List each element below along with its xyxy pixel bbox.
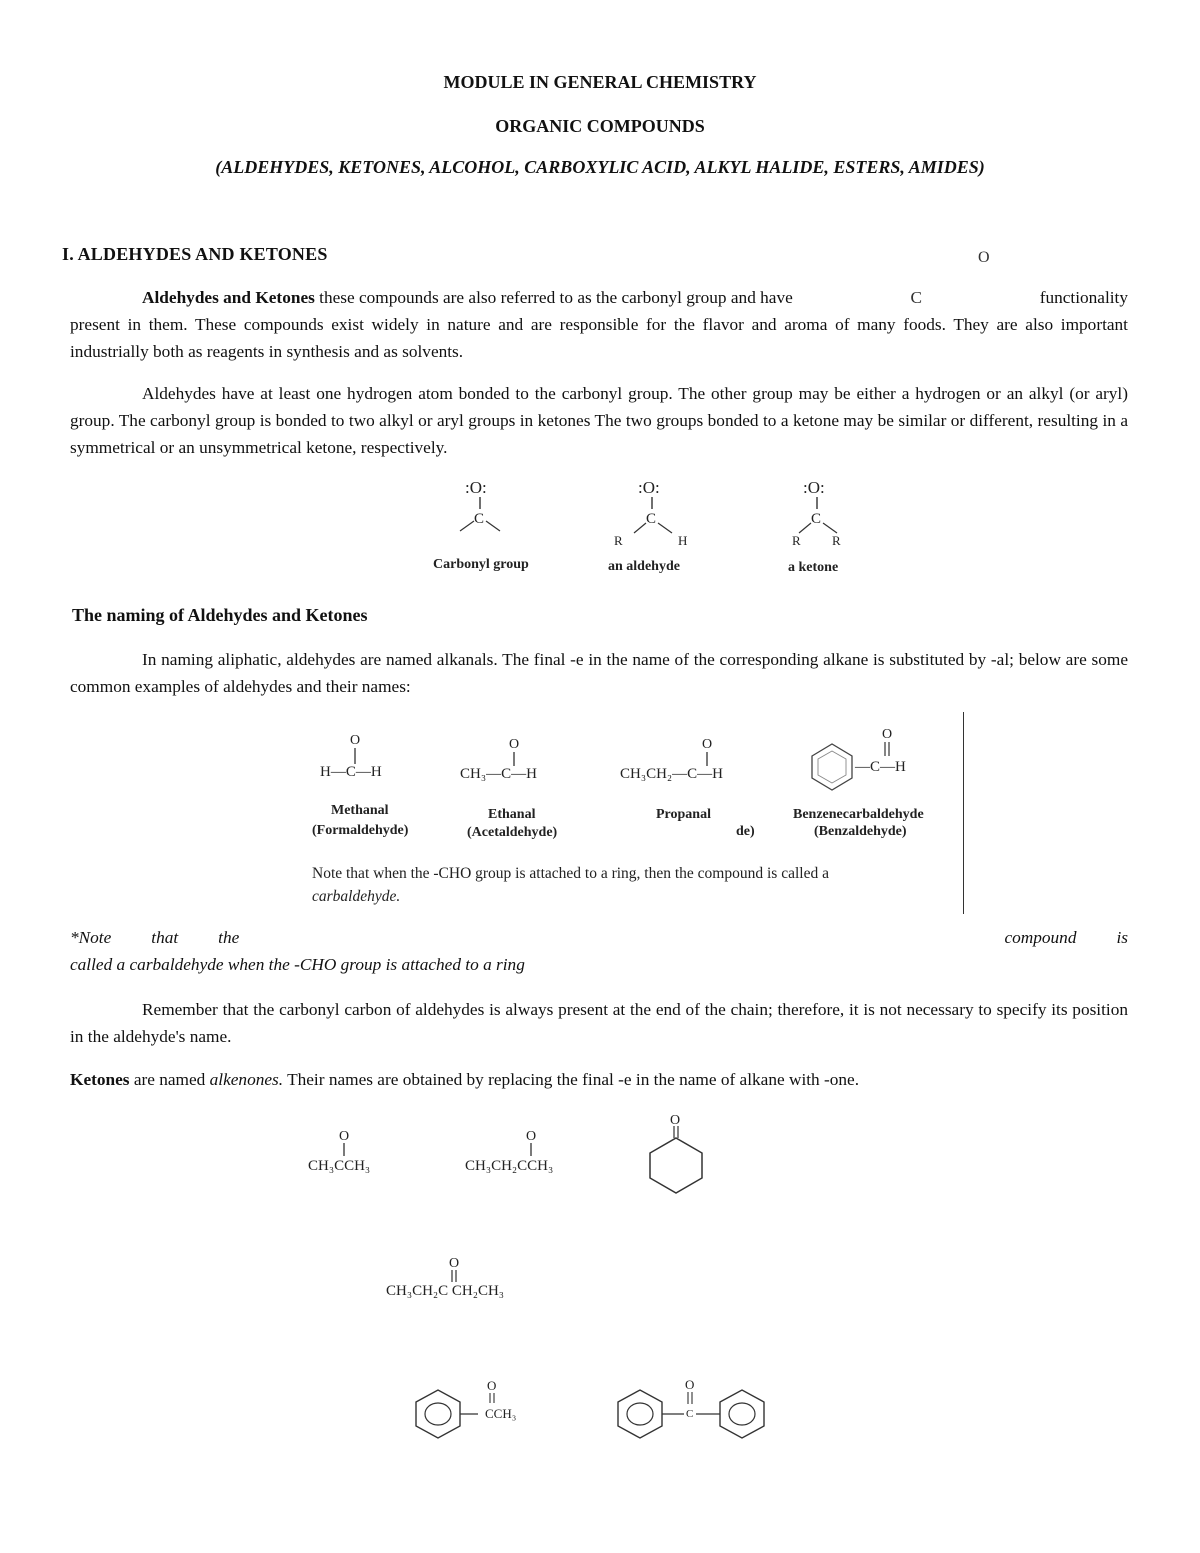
carbaldehyde-box-note: Note that when the -CHO group is attached to a ring, then the compound is called a carbaldehyde. <box>312 865 829 905</box>
carbonyl-structures-figure <box>0 475 1200 585</box>
svg-text:O: O <box>670 1113 681 1128</box>
benzophenone-structure <box>618 1377 764 1438</box>
svg-text:O: O <box>702 737 713 752</box>
propanone-structure <box>308 1129 370 1174</box>
svg-text:CH₃CH₂—C—H: CH₃CH₂—C—H <box>620 766 723 782</box>
svg-text:C: C <box>474 511 485 527</box>
intro-bold: Aldehydes and Ketones <box>142 288 315 307</box>
svg-text:CH₃—C—H: CH₃—C—H <box>460 766 537 782</box>
module-topics: (ALDEHYDES, KETONES, ALCOHOL, CARBOXYLIC ACID, ALKYL HALIDE, ESTERS, AMIDES) <box>215 157 985 177</box>
svg-text::O:: :O: <box>638 478 660 497</box>
paragraph-naming-aldehydes: In naming aliphatic, aldehydes are named alkanals. The final -e in the name of the corresponding alkane is substituted by -al; below are some common examples of aldehydes and their names: <box>70 650 1128 696</box>
paragraph-aldehydes-definition: Aldehydes have at least one hydrogen atom bonded to the carbonyl group. The other group may be either a hydrogen or an alkyl (or aryl) group. The carbonyl group is bonded to two alkyl or aryl groups in ketones The two groups bonded to a ketone may be similar or different, resulting in a symmetrical or an unsymmetrical ketone, respectively. <box>70 384 1128 457</box>
note-line-2: called a carbaldehyde when the -CHO group is attached to a ring <box>70 955 525 974</box>
carbonyl-group-structure <box>433 478 529 572</box>
module-title: MODULE IN GENERAL CHEMISTRY <box>443 72 757 92</box>
ketone-structure <box>788 478 841 575</box>
intro-rest: present in them. These compounds exist widely in nature and are responsible for the flavor and aroma of many foods. They are also important industrially both as reagents in synthesis and as solvents. <box>70 315 1128 361</box>
svg-text:O: O <box>339 1129 350 1144</box>
label-carbonyl-group: Carbonyl group <box>433 557 529 572</box>
svg-text:R: R <box>792 533 801 548</box>
pentanone-structure <box>386 1256 504 1299</box>
name-acetaldehyde: (Acetaldehyde) <box>467 825 558 840</box>
svg-text:R: R <box>614 533 623 548</box>
carbonyl-symbol-oxygen: O <box>978 249 990 266</box>
svg-text:CH₃CCH₃: CH₃CCH₃ <box>308 1158 371 1174</box>
svg-text:O: O <box>350 733 361 748</box>
svg-text:CCH₃: CCH₃ <box>485 1406 517 1421</box>
label-aldehyde: an aldehyde <box>608 559 680 574</box>
ethanal-structure <box>460 737 537 782</box>
carbonyl-symbol-carbon: C <box>910 288 922 307</box>
svg-text:O: O <box>526 1129 537 1144</box>
svg-text:O: O <box>487 1378 497 1393</box>
svg-text:—C—H: —C—H <box>855 759 906 775</box>
svg-text:C: C <box>646 511 657 527</box>
note-line-1: *Note that the compound is <box>70 928 1128 947</box>
benzaldehyde-structure <box>812 727 906 790</box>
paragraph-remember: Remember that the carbonyl carbon of aldehydes is always present at the end of the chain; therefore, it is not necessary to specify its position in the aldehyde's name. <box>70 1000 1128 1046</box>
section-heading-aldehydes-ketones: I. ALDEHYDES AND KETONES <box>62 244 328 264</box>
svg-text:CH₃CH₂C CH₂CH₃: CH₃CH₂C CH₂CH₃ <box>386 1283 505 1299</box>
svg-text:CH₃CH₂CCH₃: CH₃CH₂CCH₃ <box>465 1158 554 1174</box>
cyclohexanone-structure <box>650 1113 702 1193</box>
butanone-structure <box>465 1129 553 1174</box>
naming-heading: The naming of Aldehydes and Ketones <box>72 605 368 625</box>
propanal-structure <box>620 737 723 782</box>
svg-text:C: C <box>686 1408 694 1420</box>
ketones-bold: Ketones <box>70 1070 130 1089</box>
methanal-structure <box>320 733 382 780</box>
svg-text::O:: :O: <box>465 478 487 497</box>
svg-text:R: R <box>832 533 841 548</box>
name-propanal: Propanal <box>656 807 711 822</box>
name-benzaldehyde: (Benzaldehyde) <box>814 824 907 839</box>
name-propanal-fragment: de) <box>736 824 755 839</box>
svg-text:H: H <box>678 533 688 548</box>
ketone-examples-figure <box>280 1110 1180 1450</box>
svg-text:O: O <box>449 1256 460 1271</box>
svg-text:C: C <box>811 511 822 527</box>
svg-text::O:: :O: <box>803 478 825 497</box>
acetophenone-structure <box>416 1378 516 1438</box>
name-methanal: Methanal <box>331 803 389 818</box>
svg-text:H—C—H: H—C—H <box>320 764 382 780</box>
module-subtitle: ORGANIC COMPOUNDS <box>495 116 705 136</box>
svg-text:O: O <box>882 727 893 742</box>
name-formaldehyde: (Formaldehyde) <box>312 823 409 838</box>
svg-text:O: O <box>685 1377 695 1392</box>
label-ketone: a ketone <box>788 560 839 575</box>
name-ethanal: Ethanal <box>488 807 536 822</box>
paragraph-intro: Aldehydes and Ketones these compounds are also referred to as the carbonyl group and have C functionality present in them. These compounds exist widely in nature and are responsible for the flavor and aroma of many foods. They are also important industrially both as reagents in synthesis and as solvents. <box>70 284 1128 365</box>
name-benzenecarbaldehyde: Benzenecarbaldehyde <box>793 807 924 822</box>
svg-text:O: O <box>509 737 520 752</box>
aldehyde-examples-figure <box>300 722 1000 872</box>
paragraph-ketones: Ketones are named alkenones. Their names are obtained by replacing the final -e in the name of alkane with -one. <box>70 1070 860 1089</box>
ketones-italic: alkenones. <box>209 1070 284 1089</box>
aldehyde-structure <box>608 478 687 574</box>
